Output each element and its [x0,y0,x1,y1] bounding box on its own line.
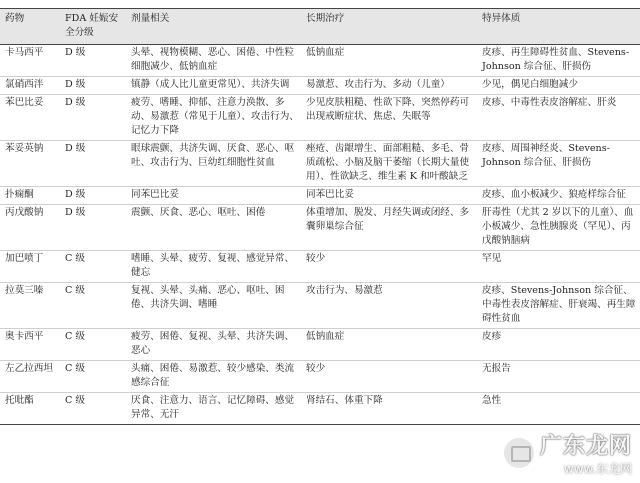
cell-drug: 苯妥英钠 [5,143,44,154]
cell-idiosyncratic: 皮疹 [482,331,502,342]
cell-drug: 左乙拉西坦 [5,363,53,374]
watermark-main: 广东龙网 [539,434,632,459]
cell-long-term: 低钠血症 [306,331,345,342]
watermark-sub: www.东龙网 [563,462,632,476]
cell-dose: 震颤、厌食、恶心、呕吐、困倦 [131,207,266,218]
cell-drug: 卡马西平 [5,47,44,58]
header-drug: 药物 [5,13,25,24]
cell-dose: 疲劳、嗜睡、抑郁、注意力涣散、多动、易激惹（常见于儿童）、攻击行为、记忆力下降 [131,97,299,136]
cell-fda: D 级 [65,79,86,90]
cell-long-term: 较少 [306,363,326,374]
watermark [504,429,632,477]
cell-drug: 加巴喷丁 [5,253,44,264]
cell-fda: D 级 [65,143,86,154]
cell-idiosyncratic: 急性 [482,395,502,406]
cell-idiosyncratic: 罕见 [482,253,502,264]
cell-fda: C 级 [65,253,85,264]
cell-dose: 头痛、困倦、易激惹、较少感染、类流感综合征 [131,363,295,388]
cell-drug: 奥卡西平 [5,331,44,342]
cell-long-term: 较少 [306,253,326,264]
table-row [0,329,640,361]
table-row [0,187,640,205]
cell-idiosyncratic: 少见，偶见白细胞减少 [482,79,578,90]
cell-fda: C 级 [65,331,85,342]
cell-dose: 厌食、注意力、语言、记忆障碍、感觉异常、无汗 [131,395,295,420]
header-fda: FDA 妊娠安全分级 [65,13,119,38]
cell-long-term: 低钠血症 [306,47,345,58]
cell-long-term: 攻击行为、易激惹 [306,285,383,296]
cell-drug: 丙戊酸钠 [5,207,44,218]
cell-long-term: 肾结石、体重下降 [306,395,383,406]
header-idiosyncratic: 特异体质 [482,13,521,24]
header-long-term: 长期治疗 [306,13,345,24]
cell-fda: D 级 [65,207,86,218]
cell-idiosyncratic: 皮疹、Stevens-Johnson 综合征、中毒性表皮溶解症、肝衰竭、再生障碍性贫血 [482,285,636,324]
cell-fda: C 级 [65,395,85,406]
drug-table [0,8,640,425]
table-row [0,141,640,187]
cell-long-term: 少见皮肤粗糙、性欲下降、突然停药可出现戒断症状、焦虑、失眠等 [306,97,470,122]
table-row [0,251,640,283]
cell-dose: 头晕、视物模糊、恶心、困倦、中性粒细胞减少、低钠血症 [131,47,295,72]
cell-long-term: 同苯巴比妥 [306,189,354,200]
cell-idiosyncratic: 皮疹、周围神经炎、Stevens-Johnson 综合征、肝损伤 [482,143,610,168]
cell-fda: C 级 [65,363,85,374]
cell-dose: 疲劳、困倦、复视、头晕、共济失调、恶心 [131,331,295,356]
cell-idiosyncratic: 皮疹、再生障碍性贫血、Stevens-Johnson 综合征、肝损伤 [482,47,630,72]
table-row [0,95,640,141]
cell-dose: 眼球震颤、共济失调、厌食、恶心、呕吐、攻击行为、巨幼红细胞性贫血 [131,143,295,168]
table-row [0,393,640,425]
cell-drug: 氯硝西泮 [5,79,44,90]
cell-dose: 嗜睡、头晕、疲劳、复视、感觉异常、健忘 [131,253,295,278]
table-row [0,361,640,393]
cell-long-term: 易激惹、攻击行为、多动（儿童） [306,79,450,90]
cell-drug: 拉莫三嗪 [5,285,44,296]
cell-fda: D 级 [65,47,86,58]
cell-idiosyncratic: 肝毒性（尤其 2 岁以下的儿童）、血小板减少、急性胰腺炎（罕见）、丙戊酸钠脑病 [482,207,634,246]
cell-dose: 镇静（成人比儿童更常见）、共济失调 [131,79,290,90]
cell-dose: 复视、头晕、头痛、恶心、呕吐、困倦、共济失调、嗜睡 [131,285,285,310]
table-header-row [0,9,640,45]
cell-drug: 苯巴比妥 [5,97,44,108]
cell-long-term: 痤疮、齿龈增生、面部粗糙、多毛、骨质疏松、小脑及脑干萎缩（长期大量使用）、性欲缺乏、维生素 K 和叶酸缺乏 [306,143,470,182]
cell-fda: D 级 [65,97,86,108]
cell-dose: 同苯巴比妥 [131,189,179,200]
cell-fda: D 级 [65,189,86,200]
cell-idiosyncratic: 皮疹、血小板减少、狼疮样综合征 [482,189,626,200]
cell-drug: 扑痫酮 [5,189,34,200]
header-dose: 剂量相关 [131,13,170,24]
cell-fda: C 级 [65,285,85,296]
table-row [0,205,640,251]
table-row [0,77,640,95]
table-body [0,45,640,425]
cell-idiosyncratic: 皮疹、中毒性表皮溶解症、肝炎 [482,97,617,108]
cell-drug: 托吡酯 [5,395,34,406]
cell-idiosyncratic: 无报告 [482,363,511,374]
table-row [0,283,640,329]
cell-long-term: 体重增加、脱发、月经失调或闭经、多囊卵巢综合征 [306,207,470,232]
watermark-logo-icon [504,438,534,468]
table-row [0,45,640,77]
